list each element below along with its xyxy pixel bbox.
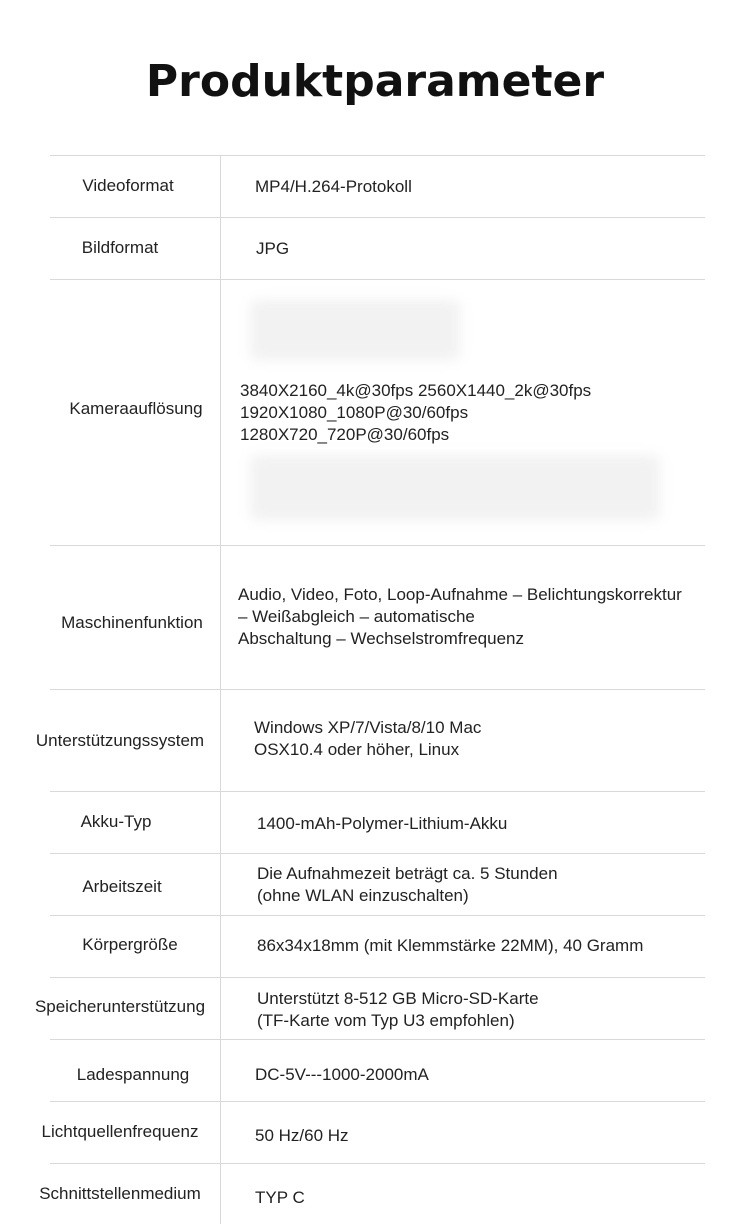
row-value-bildformat (256, 238, 289, 260)
row-value-lichtquellenfrequenz (255, 1125, 349, 1147)
background-smudge (250, 455, 660, 520)
row-value-ladespannung (255, 1064, 429, 1086)
value-line: MP4/H.264-Protokoll (255, 177, 412, 196)
value-line: Audio, Video, Foto, Loop-Aufnahme – Belichtungskorrektur (238, 585, 682, 604)
row-value-koerpergroesse (257, 935, 643, 957)
row-value-speicherunterstuetzung (257, 988, 539, 1032)
page-title: Produktparameter (145, 56, 605, 107)
value-line: 1280X720_720P@30/60fps (240, 425, 450, 444)
row-label-schnittstellenmedium: Schnittstellenmedium (39, 1184, 201, 1203)
value-line: Die Aufnahmezeit beträgt ca. 5 Stunden (257, 864, 558, 883)
row-label-bildformat: Bildformat (81, 238, 159, 257)
row-value-akku-typ (257, 813, 507, 835)
row-value-kameraaufloesung (240, 380, 591, 446)
value-line: OSX10.4 oder höher, Linux (254, 740, 460, 759)
background-smudge (250, 300, 460, 360)
value-line: Abschaltung – Wechselstromfrequenz (238, 629, 525, 648)
row-label-speicherunterstuetzung: Speicherunterstützung (34, 997, 206, 1016)
value-line: JPG (256, 239, 290, 258)
row-divider (50, 1039, 705, 1040)
row-label-arbeitszeit: Arbeitszeit (82, 877, 162, 896)
row-divider (50, 545, 705, 546)
value-line: 1920X1080_1080P@30/60fps (240, 403, 469, 422)
row-label-unterstuetzungssystem: Unterstützungssystem (35, 731, 205, 750)
value-line: Windows XP/7/Vista/8/10 Mac (254, 718, 482, 737)
value-line: 3840X2160_4k@30fps 2560X1440_2k@30fps (240, 381, 592, 400)
value-line: DC-5V---1000-2000mA (255, 1065, 429, 1084)
row-divider (50, 1163, 705, 1164)
row-value-arbeitszeit (257, 863, 558, 907)
row-value-videoformat (255, 176, 412, 198)
row-label-lichtquellenfrequenz: Lichtquellenfrequenz (41, 1122, 199, 1141)
value-line: (ohne WLAN einzuschalten) (257, 886, 469, 905)
value-line: TYP C (255, 1188, 305, 1207)
row-label-ladespannung: Ladespannung (76, 1065, 190, 1084)
row-divider (50, 217, 705, 218)
row-label-maschinenfunktion: Maschinenfunktion (61, 613, 203, 632)
row-label-kameraaufloesung: Kameraauflösung (69, 399, 203, 418)
value-line: 86x34x18mm (mit Klemmstärke 22MM), 40 Gramm (257, 936, 644, 955)
row-label-videoformat: Videoformat (82, 176, 174, 195)
row-label-koerpergroesse: Körpergröße (82, 935, 178, 954)
row-divider (50, 689, 705, 690)
row-divider (50, 791, 705, 792)
value-line: – Weißabgleich – automatische (238, 607, 475, 626)
row-divider (50, 279, 705, 280)
value-line: 1400-mAh-Polymer-Lithium-Akku (257, 814, 508, 833)
row-divider (50, 977, 705, 978)
row-value-maschinenfunktion (238, 584, 682, 650)
row-label-akku-typ: Akku-Typ (80, 812, 152, 831)
value-line: 50 Hz/60 Hz (255, 1126, 349, 1145)
row-divider (50, 155, 705, 156)
row-divider (50, 853, 705, 854)
value-line: (TF-Karte vom Typ U3 empfohlen) (257, 1011, 515, 1030)
row-value-schnittstellenmedium (255, 1187, 305, 1209)
row-divider (50, 1101, 705, 1102)
row-divider (50, 915, 705, 916)
row-value-unterstuetzungssystem (254, 717, 481, 761)
value-line: Unterstützt 8-512 GB Micro-SD-Karte (257, 989, 539, 1008)
